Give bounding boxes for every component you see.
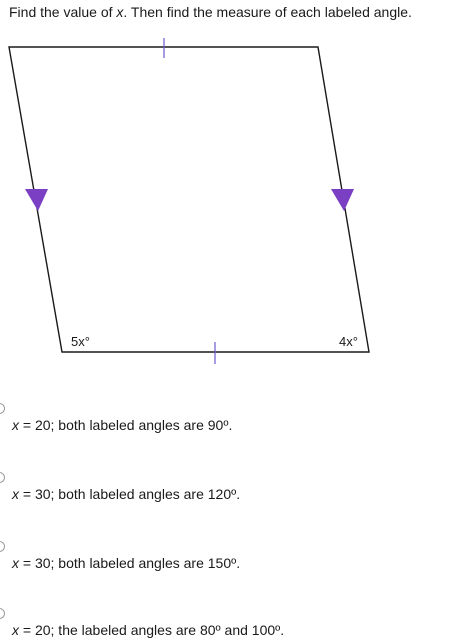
right-parallel-arrow-icon (331, 189, 354, 211)
choice-4-radio[interactable] (0, 608, 5, 619)
choice-2-text (12, 485, 240, 503)
choice-1-radio[interactable] (0, 403, 5, 414)
choice-3-text (12, 554, 240, 572)
left-parallel-arrow-icon (25, 189, 48, 211)
angle-label-bottom-left: 5x° (71, 334, 90, 349)
question-prefix: Find the value of (9, 4, 117, 20)
choice-3-radio[interactable] (0, 541, 5, 552)
answer-choice-2[interactable] (0, 472, 451, 502)
question-suffix: . Then find the measure of each labeled angle. (123, 4, 412, 20)
choice-4-variable: x (12, 622, 19, 638)
choice-2-label: = 30; both labeled angles are 120º. (19, 486, 241, 502)
choice-3-label: = 30; both labeled angles are 150º. (19, 555, 241, 571)
answer-choice-3[interactable] (0, 541, 451, 571)
choice-3-variable: x (12, 555, 19, 571)
angle-label-bottom-right: 4x° (339, 334, 358, 349)
parallelogram-outline (9, 47, 369, 352)
choice-4-label: = 20; the labeled angles are 80º and 100º. (19, 622, 285, 638)
choice-4-text (12, 621, 284, 639)
choice-2-variable: x (12, 486, 19, 502)
choice-1-variable: x (12, 417, 19, 433)
question-variable: x (116, 4, 124, 20)
choice-1-label: = 20; both labeled angles are 90º. (19, 417, 233, 433)
answer-choice-4[interactable] (0, 608, 451, 638)
choice-1-text (12, 416, 232, 434)
choice-2-radio[interactable] (0, 472, 5, 483)
answer-choice-1[interactable] (0, 403, 451, 433)
